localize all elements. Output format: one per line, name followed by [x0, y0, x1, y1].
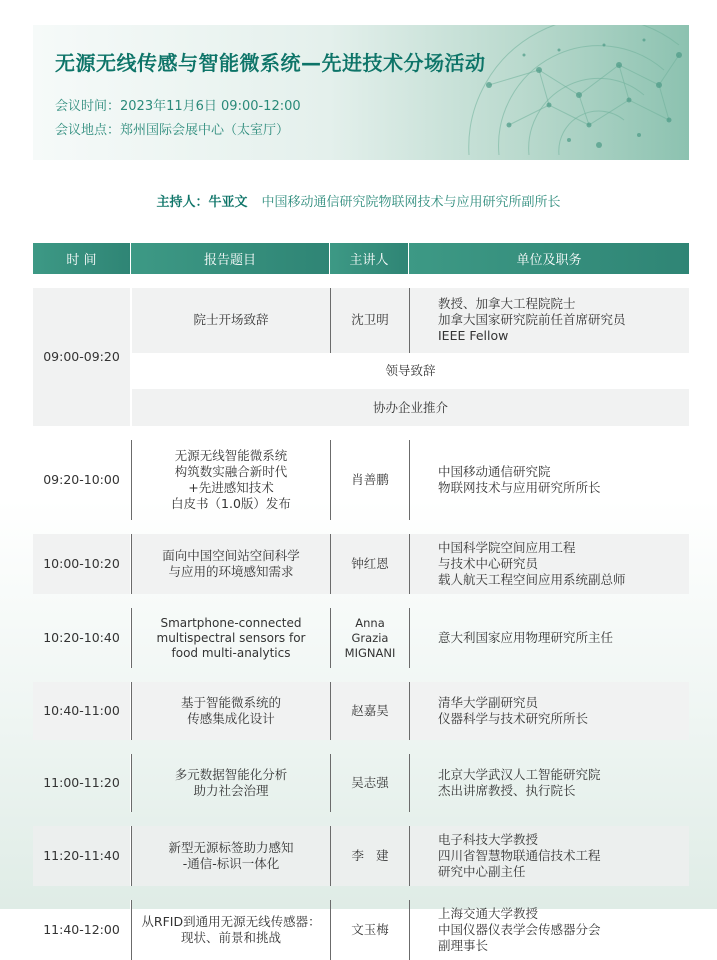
time-cell: 09:00-09:20 [33, 288, 131, 426]
topic-cell: 新型无源标签助力感知 -通信-标识一体化 [131, 826, 330, 886]
agenda-header-row [33, 243, 689, 274]
header-affiliation: 单位及职务 [409, 243, 689, 274]
speaker-cell: 赵嘉昊 [330, 682, 409, 740]
affiliation-cell: 中国科学院空间应用工程 与技术中心研究员 载人航天工程空间应用系统副总师 [409, 534, 689, 594]
affiliation-cell: 教授、加拿大工程院院士 加拿大国家研究院前任首席研究员 IEEE Fellow [409, 288, 689, 353]
sponsor-intro-cell: 协办企业推介 [131, 389, 689, 426]
host-line [0, 191, 717, 210]
host-name: 牛亚文 [208, 195, 248, 210]
affiliation-cell: 中国移动通信研究院 物联网技术与应用研究所所长 [409, 440, 689, 520]
header-time: 时 间 [33, 243, 131, 274]
speaker-cell: 李 建 [330, 826, 409, 886]
affiliation-cell: 清华大学副研究员 仪器科学与技术研究所所长 [409, 682, 689, 740]
event-time: 会议时间：2023年11月6日 09:00-12:00 [55, 99, 301, 114]
table-row [33, 608, 689, 668]
affiliation-cell: 意大利国家应用物理研究所主任 [409, 608, 689, 668]
host-label: 主持人： [156, 195, 209, 210]
time-cell: 11:40-12:00 [33, 900, 131, 960]
time-cell: 11:20-11:40 [33, 826, 131, 886]
time-cell: 10:00-10:20 [33, 534, 131, 594]
time-cell: 10:20-10:40 [33, 608, 131, 668]
topic-cell: 从RFID到通用无源无线传感器： 现状、前景和挑战 [131, 900, 330, 960]
table-row [33, 440, 689, 520]
speaker-cell: 文玉梅 [330, 900, 409, 960]
time-cell: 10:40-11:00 [33, 682, 131, 740]
affiliation-cell: 电子科技大学教授 四川省智慧物联通信技术工程 研究中心副主任 [409, 826, 689, 886]
speaker-cell: Anna Grazia MIGNANI [330, 608, 409, 668]
header-topic: 报告题目 [131, 243, 330, 274]
event-title: 无源无线传感与智能微系统—先进技术分场活动 [55, 51, 486, 75]
topic-cell: 无源无线智能微系统 构筑数实融合新时代 +先进感知技术 白皮书（1.0版）发布 [131, 440, 330, 520]
host-title: 中国移动通信研究院物联网技术与应用研究所副所长 [261, 195, 561, 210]
speaker-cell: 吴志强 [330, 754, 409, 812]
time-cell: 11:00-11:20 [33, 754, 131, 812]
speaker-cell: 钟红恩 [330, 534, 409, 594]
header-speaker: 主讲人 [330, 243, 409, 274]
table-row [33, 682, 689, 740]
topic-cell: 基于智能微系统的 传感集成化设计 [131, 682, 330, 740]
wifi-network-decoration-icon [429, 25, 689, 160]
event-location: 会议地点：郑州国际会展中心（太室厅） [55, 123, 290, 138]
agenda-table [33, 243, 689, 960]
time-cell: 09:20-10:00 [33, 440, 131, 520]
table-row [33, 389, 689, 426]
table-row [33, 353, 689, 390]
topic-cell: Smartphone-connected multispectral sensors for food multi-analytics [131, 608, 330, 668]
table-row [33, 826, 689, 886]
affiliation-cell: 北京大学武汉人工智能研究院 杰出讲席教授、执行院长 [409, 754, 689, 812]
table-row [33, 534, 689, 594]
affiliation-cell: 上海交通大学教授 中国仪器仪表学会传感器分会 副理事长 [409, 900, 689, 960]
topic-cell: 院士开场致辞 [131, 288, 330, 353]
topic-cell: 多元数据智能化分析 助力社会治理 [131, 754, 330, 812]
leader-speech-cell: 领导致辞 [131, 353, 689, 390]
speaker-cell: 肖善鹏 [330, 440, 409, 520]
table-row [33, 754, 689, 812]
table-row [33, 900, 689, 960]
speaker-cell: 沈卫明 [330, 288, 409, 353]
topic-cell: 面向中国空间站空间科学 与应用的环境感知需求 [131, 534, 330, 594]
table-row [33, 288, 689, 353]
header-banner [33, 25, 689, 160]
